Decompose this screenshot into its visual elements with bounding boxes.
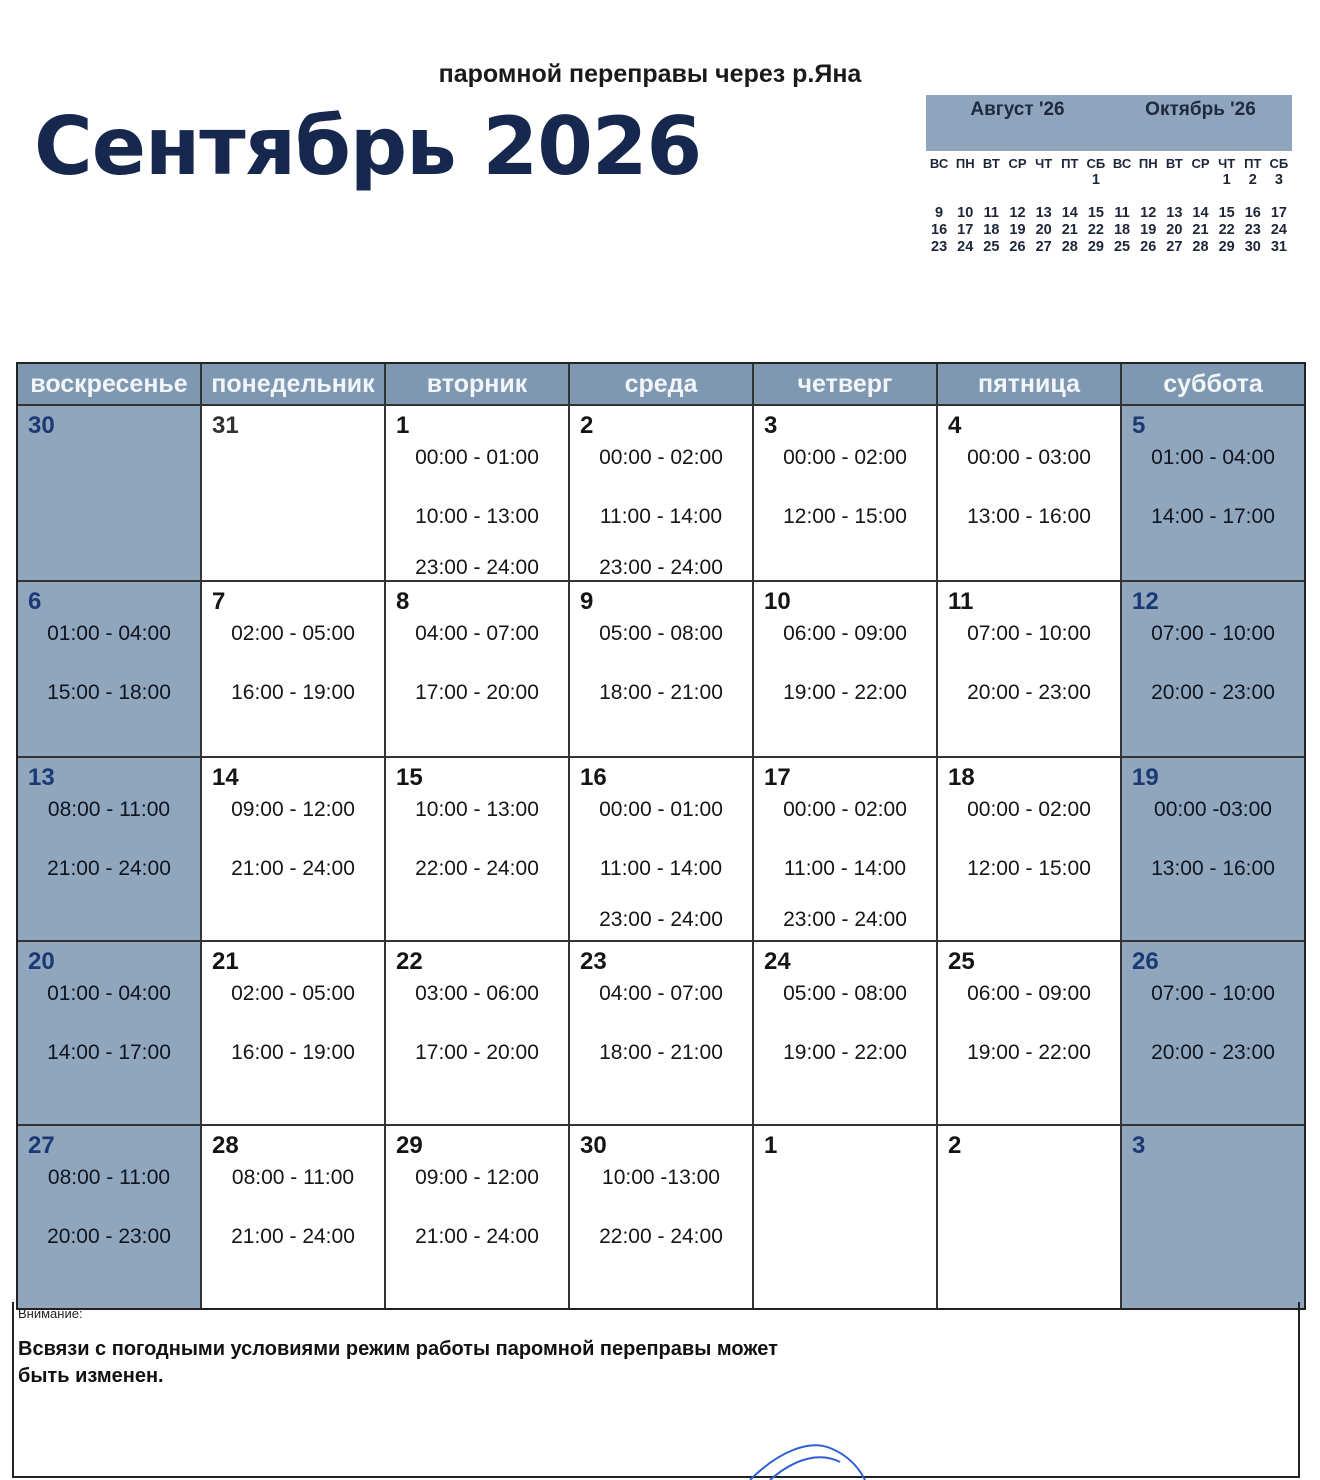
month-calendar: [16, 362, 1306, 1310]
day-cell: [754, 942, 938, 1124]
day-cell: [202, 406, 386, 580]
mini-weekday-label: ЧТ: [1218, 156, 1236, 171]
mini-day-number: 28: [1192, 239, 1209, 255]
ferry-time-slot: 23:00 - 24:00: [599, 556, 723, 579]
mini-weekday-label: ВС: [1112, 156, 1132, 171]
mini-spacer: [1057, 189, 1083, 205]
day-cell: [938, 942, 1122, 1124]
mini-day-number: [926, 172, 952, 189]
ferry-time-slot: 20:00 - 23:00: [1151, 681, 1275, 704]
ferry-time-slot: 00:00 - 01:00: [599, 798, 723, 821]
day-number: 3: [764, 412, 778, 439]
mini-weekday-label: СБ: [1086, 156, 1106, 171]
day-number: 20: [28, 948, 55, 975]
day-number: 23: [580, 948, 607, 975]
mini-day-number: 16: [1244, 205, 1261, 221]
ferry-time-slot: 05:00 - 08:00: [599, 622, 723, 645]
mini-day-number: 2: [1248, 172, 1257, 188]
ferry-time-slot: 07:00 - 10:00: [967, 622, 1091, 645]
ferry-time-slot: 14:00 - 17:00: [47, 1041, 171, 1064]
mini-spacer: [1266, 189, 1292, 205]
weekday-header: пятница: [938, 364, 1122, 404]
ferry-time-slot: 21:00 - 24:00: [231, 857, 355, 880]
weekday-header: понедельник: [202, 364, 386, 404]
day-cell: [18, 406, 202, 580]
mini-day-number: [1187, 172, 1213, 189]
ferry-time-slot: 22:00 - 24:00: [599, 1225, 723, 1248]
ferry-time-slot: 14:00 - 17:00: [1151, 505, 1275, 528]
day-number: 30: [28, 412, 55, 439]
mini-calendar: [926, 95, 1292, 256]
mini-day-number: 11: [983, 205, 1000, 221]
day-cell: [1122, 1126, 1304, 1308]
ferry-time-slot: 07:00 - 10:00: [1151, 622, 1275, 645]
mini-spacer: [1214, 189, 1240, 205]
mini-day-number: [1031, 172, 1057, 189]
ferry-time-slot: 10:00 - 13:00: [415, 505, 539, 528]
day-number: 25: [948, 948, 975, 975]
ferry-time-slot: 18:00 - 21:00: [599, 681, 723, 704]
ferry-time-slot: 20:00 - 23:00: [47, 1225, 171, 1248]
day-number: 7: [212, 588, 226, 615]
ferry-time-slot: 23:00 - 24:00: [599, 908, 723, 931]
ferry-time-slot: 05:00 - 08:00: [783, 982, 907, 1005]
day-cell: [18, 942, 202, 1124]
weekday-header: воскресенье: [18, 364, 202, 404]
day-number: 11: [948, 588, 974, 615]
week-row: [18, 580, 1304, 756]
day-number: 8: [396, 588, 410, 615]
mini-day-number: 19: [1009, 222, 1026, 238]
mini-day-number: [1161, 172, 1187, 189]
mini-day-number: 11: [1114, 205, 1130, 221]
day-number: 5: [1132, 412, 1146, 439]
day-number: 2: [948, 1132, 962, 1159]
ferry-time-slot: 01:00 - 04:00: [47, 982, 171, 1005]
ferry-time-slot: 01:00 - 04:00: [47, 622, 171, 645]
signature-mark: [740, 1440, 900, 1480]
ferry-time-slot: 02:00 - 05:00: [231, 622, 355, 645]
day-number: 18: [948, 764, 975, 791]
notes-box: [12, 1302, 1300, 1478]
mini-weekday-label: ПТ: [1244, 156, 1262, 171]
mini-spacer: [1031, 189, 1057, 205]
mini-day-number: 27: [1035, 239, 1052, 255]
day-cell: [570, 406, 754, 580]
day-cell: [570, 758, 754, 940]
day-number: 27: [28, 1132, 55, 1159]
ferry-time-slot: 09:00 - 12:00: [415, 1166, 539, 1189]
mini-day-number: 12: [1009, 205, 1026, 221]
ferry-time-slot: 02:00 - 05:00: [231, 982, 355, 1005]
mini-day-number: 24: [1270, 222, 1287, 238]
ferry-time-slot: 08:00 - 11:00: [47, 798, 171, 821]
day-cell: [18, 1126, 202, 1308]
mini-weekday-label: ЧТ: [1035, 156, 1053, 171]
ferry-time-slot: 00:00 - 03:00: [967, 446, 1091, 469]
day-cell: [18, 582, 202, 756]
mini-weekday-label: СР: [1008, 156, 1027, 171]
mini-weekday-label: ПН: [955, 156, 975, 171]
mini-day-number: 14: [1061, 205, 1078, 221]
mini-day-number: 24: [957, 239, 974, 255]
week-row: [18, 756, 1304, 940]
mini-day-number: 18: [1113, 222, 1131, 238]
ferry-time-slot: 10:00 - 13:00: [415, 798, 539, 821]
ferry-time-slot: 13:00 - 16:00: [1151, 857, 1275, 880]
mini-spacer: [1187, 189, 1213, 205]
day-cell: [386, 406, 570, 580]
day-cell: [1122, 406, 1304, 580]
ferry-time-slot: 16:00 - 19:00: [231, 681, 355, 704]
day-cell: [202, 758, 386, 940]
day-number: 6: [28, 588, 42, 615]
mini-day-number: 14: [1192, 205, 1209, 221]
day-cell: [386, 1126, 570, 1308]
mini-spacer: [926, 189, 952, 205]
day-number: 1: [396, 412, 410, 439]
mini-day-number: [1135, 172, 1161, 189]
mini-day-number: 16: [931, 222, 948, 238]
ferry-time-slot: 23:00 - 24:00: [415, 556, 539, 579]
mini-day-number: 23: [1244, 222, 1261, 238]
ferry-schedule-subtitle: паромной переправы через р.Яна: [438, 60, 862, 88]
mini-weekday-label: СБ: [1269, 156, 1289, 171]
mini-day-number: 1: [1091, 172, 1100, 188]
mini-day-number: 17: [1270, 205, 1287, 221]
mini-month-october: Октябрь '26: [1145, 99, 1256, 120]
ferry-time-slot: 00:00 - 02:00: [783, 446, 907, 469]
mini-day-number: 9: [935, 205, 944, 221]
day-number: 10: [764, 588, 791, 615]
day-number: 16: [580, 764, 607, 791]
mini-day-number: [978, 172, 1004, 189]
ferry-time-slot: 21:00 - 24:00: [415, 1225, 539, 1248]
day-number: 28: [212, 1132, 239, 1159]
day-number: 1: [764, 1132, 778, 1159]
ferry-time-slot: 13:00 - 16:00: [967, 505, 1091, 528]
mini-day-number: 28: [1061, 239, 1078, 255]
ferry-time-slot: 04:00 - 07:00: [415, 622, 539, 645]
day-number: 3: [1132, 1132, 1146, 1159]
weekday-header: четверг: [754, 364, 938, 404]
mini-day-number: 15: [1087, 205, 1104, 221]
ferry-time-slot: 03:00 - 06:00: [415, 982, 539, 1005]
mini-day-number: 30: [1244, 239, 1261, 255]
mini-spacer: [1004, 189, 1030, 205]
week-row: [18, 1124, 1304, 1308]
mini-spacer: [1135, 189, 1161, 205]
ferry-time-slot: 08:00 - 11:00: [47, 1166, 171, 1189]
weekday-header: суббота: [1122, 364, 1304, 404]
day-number: 22: [396, 948, 423, 975]
mini-day-number: [1109, 172, 1135, 189]
ferry-time-slot: 17:00 - 20:00: [415, 1041, 539, 1064]
day-number: 15: [396, 764, 423, 791]
ferry-time-slot: 12:00 - 15:00: [783, 505, 907, 528]
day-cell: [202, 582, 386, 756]
day-cell: [938, 406, 1122, 580]
day-number: 31: [212, 412, 239, 439]
day-cell: [202, 942, 386, 1124]
day-cell: [754, 582, 938, 756]
notes-label: Внимание:: [18, 1306, 83, 1321]
day-number: 17: [764, 764, 791, 791]
day-number: 19: [1132, 764, 1159, 791]
mini-day-number: 29: [1218, 239, 1235, 255]
mini-weekday-label: ВТ: [1165, 156, 1183, 171]
mini-day-number: 20: [1166, 222, 1183, 238]
ferry-time-slot: 20:00 - 23:00: [1151, 1041, 1275, 1064]
day-number: 12: [1132, 588, 1159, 615]
mini-weekday-label: СР: [1191, 156, 1210, 171]
week-row: [18, 404, 1304, 580]
day-number: 30: [580, 1132, 607, 1159]
mini-day-number: 29: [1087, 239, 1104, 255]
month-title: Сентябрь 2026: [34, 100, 702, 193]
day-number: 26: [1132, 948, 1159, 975]
ferry-time-slot: 10:00 -13:00: [602, 1166, 720, 1189]
mini-calendar-header: [926, 95, 1292, 151]
mini-day-number: 12: [1140, 205, 1157, 221]
ferry-time-slot: 09:00 - 12:00: [231, 798, 355, 821]
ferry-time-slot: 17:00 - 20:00: [415, 681, 539, 704]
mini-day-number: 26: [1140, 239, 1157, 255]
mini-weekday-label: ВС: [929, 156, 949, 171]
mini-day-number: 15: [1218, 205, 1235, 221]
day-number: 24: [764, 948, 791, 975]
ferry-time-slot: 04:00 - 07:00: [599, 982, 723, 1005]
mini-weekday-label: ПТ: [1061, 156, 1079, 171]
mini-spacer: [978, 189, 1004, 205]
mini-day-number: 13: [1166, 205, 1183, 221]
mini-day-number: 31: [1270, 239, 1287, 255]
day-number: 2: [580, 412, 594, 439]
mini-day-number: 22: [1087, 222, 1104, 238]
day-cell: [386, 942, 570, 1124]
day-number: 4: [948, 412, 962, 439]
ferry-time-slot: 00:00 - 02:00: [967, 798, 1091, 821]
weekday-header: вторник: [386, 364, 570, 404]
day-cell: [570, 942, 754, 1124]
mini-day-number: 13: [1035, 205, 1052, 221]
mini-spacer: [952, 189, 978, 205]
day-cell: [1122, 582, 1304, 756]
day-number: 9: [580, 588, 594, 615]
mini-day-number: 19: [1140, 222, 1157, 238]
day-number: 13: [28, 764, 55, 791]
day-cell: [754, 1126, 938, 1308]
ferry-time-slot: 08:00 - 11:00: [231, 1166, 355, 1189]
ferry-time-slot: 18:00 - 21:00: [599, 1041, 723, 1064]
ferry-time-slot: 16:00 - 19:00: [231, 1041, 355, 1064]
ferry-time-slot: 19:00 - 22:00: [967, 1041, 1091, 1064]
day-number: 21: [212, 948, 239, 975]
ferry-time-slot: 06:00 - 09:00: [783, 622, 907, 645]
day-cell: [570, 582, 754, 756]
weekday-header: среда: [570, 364, 754, 404]
weekday-header-row: [18, 364, 1304, 404]
mini-day-number: 17: [957, 222, 974, 238]
mini-day-number: 26: [1009, 239, 1026, 255]
ferry-time-slot: 11:00 - 14:00: [599, 505, 723, 528]
ferry-time-slot: 21:00 - 24:00: [231, 1225, 355, 1248]
ferry-time-slot: 19:00 - 22:00: [783, 1041, 907, 1064]
ferry-time-slot: 15:00 - 18:00: [47, 681, 171, 704]
mini-day-number: 27: [1166, 239, 1183, 255]
mini-day-number: 21: [1061, 222, 1078, 238]
day-cell: [18, 758, 202, 940]
mini-day-number: 22: [1218, 222, 1235, 238]
day-cell: [1122, 942, 1304, 1124]
mini-day-number: [1004, 172, 1030, 189]
ferry-time-slot: 11:00 - 14:00: [599, 857, 723, 880]
day-cell: [386, 582, 570, 756]
mini-day-number: 3: [1274, 172, 1283, 188]
calendar-body: [18, 404, 1304, 1308]
ferry-time-slot: 20:00 - 23:00: [967, 681, 1091, 704]
mini-calendar-grid: [926, 155, 1292, 256]
ferry-time-slot: 01:00 - 04:00: [1151, 446, 1275, 469]
mini-day-number: [952, 172, 978, 189]
ferry-time-slot: 06:00 - 09:00: [967, 982, 1091, 1005]
mini-spacer: [1240, 189, 1266, 205]
day-cell: [570, 1126, 754, 1308]
ferry-time-slot: 11:00 - 14:00: [783, 857, 907, 880]
day-cell: [938, 582, 1122, 756]
day-cell: [754, 406, 938, 580]
mini-weekday-label: ПН: [1138, 156, 1158, 171]
ferry-time-slot: 00:00 - 02:00: [599, 446, 723, 469]
mini-day-number: 10: [957, 205, 974, 221]
ferry-time-slot: 21:00 - 24:00: [47, 857, 171, 880]
mini-day-number: 1: [1222, 172, 1231, 188]
ferry-time-slot: 22:00 - 24:00: [415, 857, 539, 880]
ferry-time-slot: 07:00 - 10:00: [1151, 982, 1275, 1005]
mini-day-number: [1057, 172, 1083, 189]
ferry-time-slot: 19:00 - 22:00: [783, 681, 907, 704]
mini-month-august: Август '26: [970, 99, 1065, 120]
day-number: 14: [212, 764, 239, 791]
mini-day-number: 20: [1035, 222, 1052, 238]
ferry-time-slot: 23:00 - 24:00: [783, 908, 907, 931]
day-cell: [754, 758, 938, 940]
mini-day-number: 25: [983, 239, 1000, 255]
day-cell: [1122, 758, 1304, 940]
day-cell: [938, 1126, 1122, 1308]
mini-weekday-label: ВТ: [982, 156, 1000, 171]
week-row: [18, 940, 1304, 1124]
mini-spacer: [1161, 189, 1187, 205]
ferry-time-slot: 00:00 - 02:00: [783, 798, 907, 821]
day-cell: [202, 1126, 386, 1308]
day-cell: [386, 758, 570, 940]
ferry-time-slot: 00:00 -03:00: [1154, 798, 1272, 821]
mini-spacer: [1083, 189, 1109, 205]
notes-text: Всвязи с погодными условиями режим работы паромной переправы может быть изменен.: [18, 1338, 778, 1387]
day-cell: [938, 758, 1122, 940]
day-number: 29: [396, 1132, 423, 1159]
mini-day-number: 25: [1113, 239, 1131, 255]
mini-spacer: [1109, 189, 1135, 205]
mini-day-number: 23: [931, 239, 948, 255]
mini-day-number: 21: [1192, 222, 1209, 238]
ferry-time-slot: 12:00 - 15:00: [967, 857, 1091, 880]
mini-day-number: 18: [983, 222, 1000, 238]
ferry-time-slot: 00:00 - 01:00: [415, 446, 539, 469]
